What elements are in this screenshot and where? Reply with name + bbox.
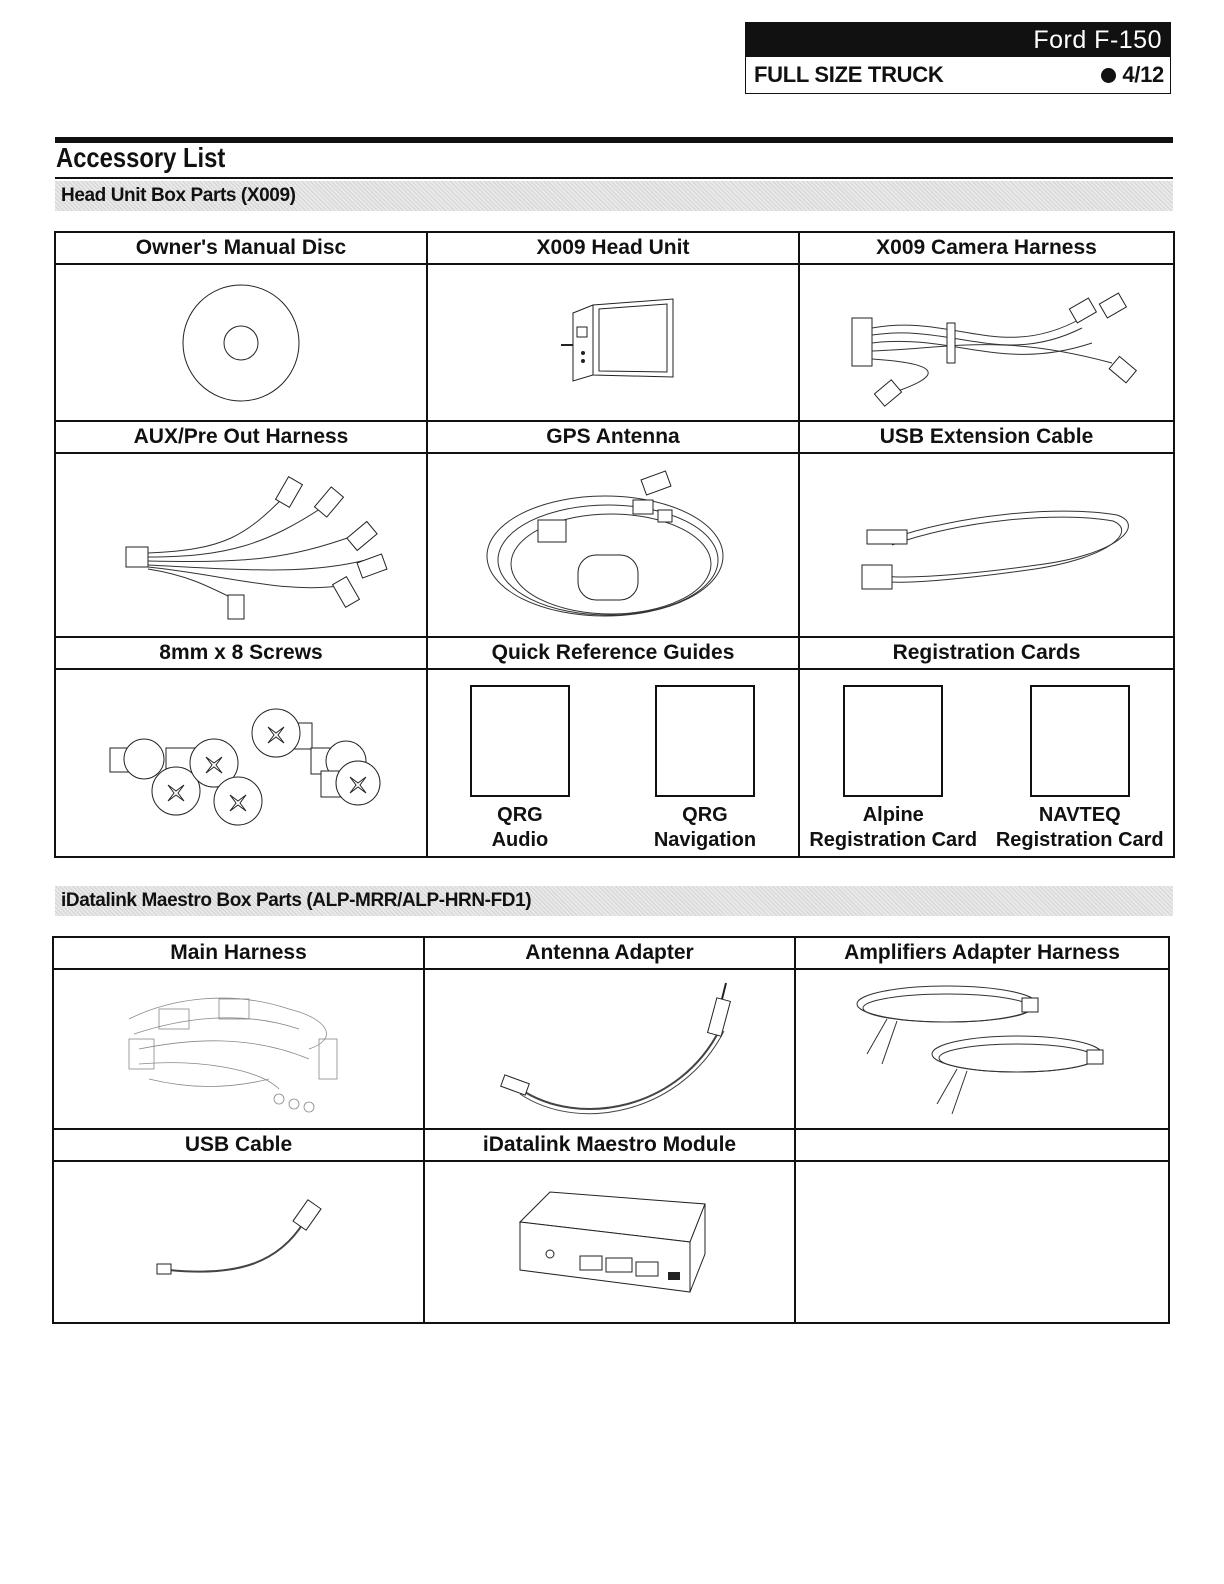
header-subbar (746, 57, 1170, 93)
disc-icon (171, 273, 311, 413)
head-unit-illustration (427, 264, 799, 421)
maestro-module-illustration (424, 1161, 795, 1323)
part-label: AUX/Pre Out Harness (55, 421, 427, 453)
antenna-adapter-illustration (424, 969, 795, 1129)
part-label: 8mm x 8 Screws (55, 637, 427, 669)
title-underline (55, 177, 1173, 179)
main-harness-icon (109, 979, 369, 1119)
part-label: Owner's Manual Disc (55, 232, 427, 264)
screws-illustration (55, 669, 427, 857)
part-label: iDatalink Maestro Module (424, 1129, 795, 1161)
usb-cable-illustration (53, 1161, 424, 1323)
gps-antenna-illustration (427, 453, 799, 637)
page-indicator (1101, 62, 1164, 88)
part-label: Main Harness (53, 937, 424, 969)
part-label: Registration Cards (799, 637, 1174, 669)
part-label: GPS Antenna (427, 421, 799, 453)
navteq-registration-card: NAVTEQ Registration Card (996, 685, 1164, 853)
document-icon (655, 685, 755, 797)
amplifiers-harness-illustration (795, 969, 1169, 1129)
usb-extension-illustration (799, 453, 1174, 637)
qrg-navigation-card: QRG Navigation (654, 685, 756, 853)
part-label: X009 Head Unit (427, 232, 799, 264)
document-icon (470, 685, 570, 797)
antenna-adapter-icon (450, 979, 770, 1119)
amp-harness-icon (847, 974, 1117, 1124)
harness-icon (832, 273, 1142, 413)
part-label: Quick Reference Guides (427, 637, 799, 669)
gps-antenna-icon (483, 460, 743, 630)
qrg-audio-card: QRG Audio (470, 685, 570, 853)
aux-harness-icon (86, 465, 396, 625)
quick-reference-guides-cell (427, 669, 799, 857)
main-harness-illustration (53, 969, 424, 1129)
screws-icon (96, 693, 386, 833)
page-number: 4/12 (1122, 62, 1164, 87)
registration-cards-cell (799, 669, 1174, 857)
document-icon (843, 685, 943, 797)
vehicle-title: Ford F-150 (746, 23, 1170, 57)
section-heading-maestro: iDatalink Maestro Box Parts (ALP-MRR/ALP-HRN-FD1) (55, 886, 1173, 916)
aux-harness-illustration (55, 453, 427, 637)
page-title: Accessory List (56, 142, 226, 173)
vehicle-category: FULL SIZE TRUCK (754, 62, 944, 87)
maestro-parts-table (52, 936, 1170, 1324)
part-label: X009 Camera Harness (799, 232, 1174, 264)
camera-harness-illustration (799, 264, 1174, 421)
part-label (795, 1129, 1169, 1161)
document-icon (1030, 685, 1130, 797)
part-label: Antenna Adapter (424, 937, 795, 969)
disc-illustration (55, 264, 427, 421)
part-label: USB Cable (53, 1129, 424, 1161)
bullet-icon (1101, 68, 1116, 83)
head-unit-icon (533, 283, 693, 403)
head-unit-parts-table (54, 231, 1175, 858)
usb-cable-icon (837, 485, 1137, 605)
part-label: USB Extension Cable (799, 421, 1174, 453)
page-header (745, 22, 1171, 94)
section-heading-head-unit: Head Unit Box Parts (X009) (55, 181, 1173, 211)
empty-cell (795, 1161, 1169, 1323)
usb-cable-icon (129, 1192, 349, 1292)
alpine-registration-card: Alpine Registration Card (809, 685, 977, 853)
module-icon (500, 1182, 720, 1302)
part-label: Amplifiers Adapter Harness (795, 937, 1169, 969)
